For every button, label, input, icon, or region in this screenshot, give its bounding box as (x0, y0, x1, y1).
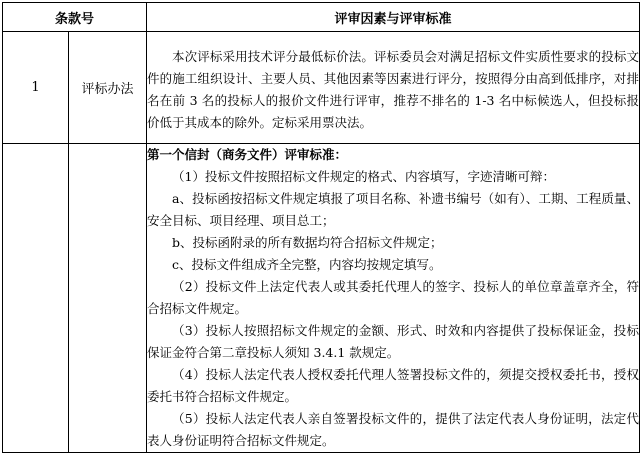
evaluation-table (2, 2, 640, 453)
criteria-paragraph: c、投标文件组成齐全完整，内容均按规定填写。 (172, 257, 442, 272)
criteria-paragraph: （3）投标人按照招标文件规定的金额、形式、时效和内容提供了投标保证金，投标保证金符合第二章投标人须知 3.4.1 款规定。 (147, 323, 640, 360)
criteria-paragraph: （5）投标人法定代表人亲自签署投标文件的，提供了法定代表人身份证明，法定代表人身份证明符合招标文件规定。 (147, 411, 640, 448)
criteria-paragraph: （4）投标人法定代表人授权委托代理人签署投标文件的，须提交授权委托书，授权委托书符合招标文件规定。 (147, 367, 640, 404)
table-row (3, 144, 640, 453)
clause-number: 1 (3, 32, 69, 144)
table-row (3, 32, 640, 144)
clause-paragraph: 本次评标采用技术评分最低标价法。评标委员会对满足招标文件实质性要求的投标文件的施工组织设计、主要人员、其他因素等因素进行评分，按照得分由高到低排序，对排名在前 3 名的投标人的报价文件进行评审，推荐不排名的 1-3 名中标候选人，但投标报价低于其成本的除外。定标采用票决法。 (147, 48, 640, 130)
criteria-paragraph: b、投标函附录的所有数据均符合招标文件规定； (172, 235, 443, 250)
header-clause-number: 条款号 (3, 3, 147, 32)
clause-content (147, 144, 640, 453)
criteria-paragraph: a、投标函按招标文件规定填报了项目名称、补遗书编号（如有）、工期、工程质量、安全目标、项目经理、项目总工； (147, 191, 640, 228)
clause-number (3, 144, 69, 453)
clause-name (69, 144, 147, 453)
criteria-paragraph: （1）投标文件按照招标文件规定的格式、内容填写，字迹清晰可辩： (172, 169, 555, 184)
header-review-factors: 评审因素与评审标准 (147, 3, 640, 32)
clause-name: 评标办法 (69, 32, 147, 144)
table-header-row (3, 3, 640, 32)
criteria-paragraph: （2）投标文件上法定代表人或其委托代理人的签字、投标人的单位章盖章齐全，符合招标文件规定。 (147, 279, 640, 316)
clause-content (147, 32, 640, 144)
section-title: 第一个信封（商务文件）评审标准： (147, 147, 348, 162)
